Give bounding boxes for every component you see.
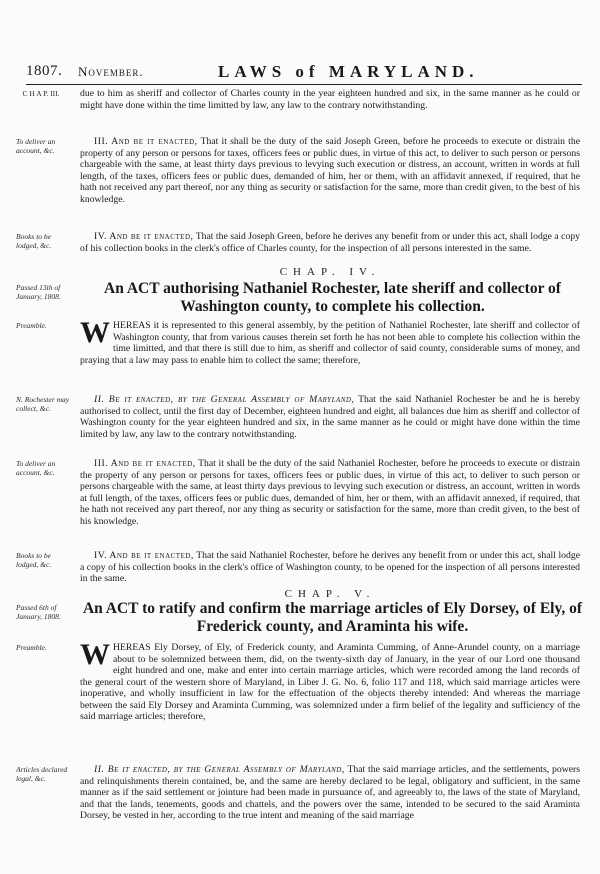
chap5-preamble-body: HEREAS Ely Dorsey, of Ely, of Frederick county, and Araminta Cumming, of Anne-Arundel county, on a marriage about to be solemnized between them, did, on the twenty-sixth day of January, in the year of our Lord one thousand eight hundred and one, make and enter into certain marriage articles, which were recorded among the land records of the general court of the western shore of Maryland, in Liber J. G. No. 6, folio 117 and 118, which said marriage articles were inoperative, and wholly insufficient in law for the effectuation of the objects thereby intended: And whereas the marriage between the said Ely Dorsey and Araminta Cumming, was solemnized under a firm belief of the legality and sufficiency of the said marriage articles; therefore, <box>80 642 580 722</box>
chap5-section-2 <box>80 764 580 822</box>
chap5-dropcap: W <box>80 638 110 671</box>
chap5-heading: CHAP. V. <box>284 588 376 600</box>
chap3-continuation: due to him as sheriff and collector of Charles county in the year eighteen hundred and six, in the same manner as he could or might have done within the time limitted by law, any law to the contrary notwithstanding. <box>80 88 580 111</box>
chap4-sec3-body: That it shall be the duty of the said Nathaniel Rochester, before he proceeds to execute or distrain the property of any person or persons for taxes, officers fees or public dues, in virtue of this act, to deliver to such person or persons chargeable with the same, at least thirty days previous to levying such execution or distress, an account, written in words at full length, of the taxes, officers fees or public dues, demanded of him, her or them, with an affidavit annexed, if required, that he hath not received any part thereof, nor any thing as security or satisfaction for the same, more than credit given, to the best of his knowledge. <box>80 458 580 527</box>
chap4-sec2-body: That the said Nathaniel Rochester be and he is hereby authorised to collect, until the first day of December, eighteen hundred and eight, all balances due him as sheriff and collector of Washington county for the year eighteen hundred and six, in the same manner as he could or might have done within the time limited by law, any law to the contrary notwithstanding. <box>80 394 580 440</box>
chap5-preamble <box>80 638 580 723</box>
margin-articles: Articles declared legal, &c. <box>16 765 68 783</box>
margin-books-2: Books to be lodged, &c. <box>16 551 52 569</box>
chap4-sec4-body: That the said Nathaniel Rochester, before he derives any benefit from or under this act, shall lodge a copy of his collection books in the clerk's office of Washington county, to be opened for the inspection of all persons interested in the same. <box>80 550 581 584</box>
margin-rochester-collect: N. Rochester may collect, &c. <box>16 395 70 413</box>
margin-to-deliver-2: To deliver an account, &c. <box>16 459 56 477</box>
chap3-sec3-body: That it shall be the duty of the said Joseph Green, before he proceeds to execute or distrain the property of any person or persons for taxes, officers fees or public dues, in virtue of this act, to deliver to such person or persons chargeable with the same, at least thirty days previous to levying such execution or distress, an account, written in words at full length, of the taxes, officers fees or public dues, demanded of him, her or them, with an affidavit annexed, if required, that he hath not received any part thereof, nor any thing as security or satisfaction for the same, more than credit given, to the best of his knowledge. <box>80 136 581 205</box>
margin-preamble-1: Preamble. <box>16 321 47 330</box>
margin-passed-2: Passed 6th of January, 1808. <box>16 603 61 621</box>
chap4-preamble-body: HEREAS it is represented to this general assembly, by the petition of Nathaniel Rochester, late sheriff and collector of Washington county, that from various causes therein set forth he has not been able to complete his collection within the time limitted, and that there is still due to him, as sheriff and collector of said county, considerable sums of money, and praying that a law may pass to enable him to collect the same; therefore, <box>80 320 580 366</box>
chap4-dropcap: W <box>80 316 110 349</box>
chap4-sec2-lead: II. Be it enacted, by the General Assembly of Maryland, <box>94 394 355 405</box>
chap3-section-3 <box>80 136 580 205</box>
header-year: 1807. <box>26 63 63 79</box>
header-title: LAWS of MARYLAND. <box>218 62 479 81</box>
chap4-preamble <box>80 316 580 366</box>
chap4-section-2 <box>80 394 580 440</box>
header-rule <box>26 84 582 85</box>
header-month: November. <box>78 64 144 79</box>
chap4-title: An ACT authorising Nathaniel Rochester, late sheriff and collector of Washington county, to complete his collection. <box>104 280 561 315</box>
chap4-sec4-lead: IV. And be it enacted, <box>94 550 194 561</box>
chap5-title: An ACT to ratify and confirm the marriage articles of Ely Dorsey, of Ely, of Frederick county, and Araminta his wife. <box>82 600 583 635</box>
margin-to-deliver-1: To deliver an account, &c. <box>16 137 56 155</box>
chap5-sec2-lead: II. Be it enacted, by the General Assembly of Maryland, <box>94 764 345 775</box>
margin-preamble-2: Preamble. <box>16 643 47 652</box>
chap4-heading: CHAP. IV. <box>279 266 381 278</box>
chap4-sec3-lead: III. And be it enacted, <box>94 458 196 469</box>
page-header <box>26 63 586 81</box>
chap3-sec4-body: That the said Joseph Green, before he derives any benefit from or under this act, shall lodge a copy of his collection books in the clerk's office of Charles county, for the inspection of all persons interested in the same. <box>80 231 580 254</box>
margin-chap-ref: C H A P. III. <box>22 89 60 98</box>
margin-books-1: Books to be lodged, &c. <box>16 232 52 250</box>
chap3-section-4 <box>80 231 580 254</box>
margin-passed-1: Passed 13th of January, 1808. <box>16 283 61 301</box>
chap4-section-3 <box>80 458 580 527</box>
chap4-section-4 <box>80 550 580 585</box>
chap3-sec4-lead: IV. And be it enacted, <box>94 231 194 242</box>
chap5-sec2-body: That the said marriage articles, and the settlements, powers and relinquishments therein contained, be, and the same are hereby declared to be legal, obligatory and sufficient, in the same manner as if the said settlement or jointure had been made in pursuance of, and agreeably to, the laws of the state of Maryland, and that the lands, tenements, goods and chattels, and the powers over the same, intended to be secured to the said Araminta Dorsey, be vested in her, according to the true intent and meaning of the said marriage <box>80 764 581 821</box>
chap3-sec3-lead: III. And be it enacted, <box>94 136 198 147</box>
